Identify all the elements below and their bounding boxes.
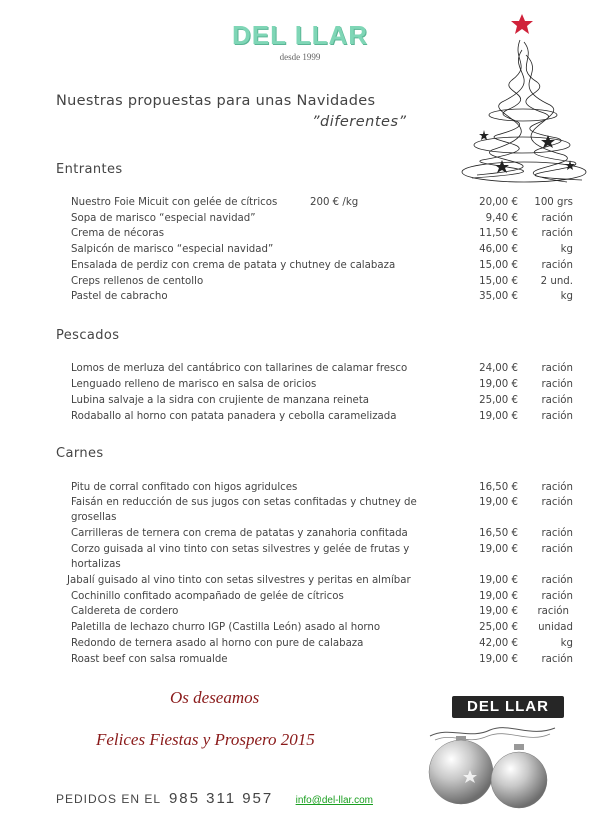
item-unit: ración <box>541 395 573 406</box>
item-unit: kg <box>560 244 573 255</box>
item-price: 9,40 € <box>485 213 518 224</box>
item-unit: ración <box>541 260 573 271</box>
page-subtitle: ”diferentes” <box>312 114 407 130</box>
item-name: Lomos de merluza del cantábrico con tallarines de calamar fresco <box>71 363 408 374</box>
item-unit: ración <box>537 606 569 617</box>
section-title-carnes: Carnes <box>56 446 104 461</box>
item-price: 35,00 € <box>479 291 518 302</box>
item-price: 16,50 € <box>479 482 518 493</box>
item-unit: ración <box>541 591 573 602</box>
item-name: Redondo de ternera asado al horno con pure de calabaza <box>71 638 364 649</box>
item-price: 19,00 € <box>479 606 518 617</box>
item-unit: kg <box>560 291 573 302</box>
item-price: 19,00 € <box>479 379 518 390</box>
item-name: Jabalí guisado al vino tinto con setas silvestres y peritas en almíbar <box>67 575 411 586</box>
item-price: 25,00 € <box>479 395 518 406</box>
greeting-line2: Felices Fiestas y Prospero 2015 <box>96 730 315 749</box>
item-extra: 200 € /kg <box>310 197 359 208</box>
menu-item <box>71 196 581 210</box>
item-price: 20,00 € <box>479 197 518 208</box>
menu-item <box>71 605 581 619</box>
menu-item <box>71 637 581 651</box>
menu-item <box>71 496 581 510</box>
item-unit: ración <box>541 575 573 586</box>
brand-since: desde 1999 <box>279 52 321 62</box>
menu-item-continuation <box>71 511 581 525</box>
item-name: Pitu de corral confitado con higos agridulces <box>71 482 298 493</box>
item-unit: ración <box>541 497 573 508</box>
section-title-entrantes: Entrantes <box>56 162 123 177</box>
item-unit: ración <box>541 213 573 224</box>
menu-item-continuation <box>71 558 581 572</box>
menu-item <box>71 590 581 604</box>
menu-item <box>71 227 581 241</box>
christmas-ornaments-icon <box>410 718 570 813</box>
item-name: Faisán en reducción de sus jugos con setas confitadas y chutney de <box>71 497 417 508</box>
item-price: 19,00 € <box>479 575 518 586</box>
item-name: Caldereta de cordero <box>71 606 179 617</box>
menu-item <box>71 481 581 495</box>
item-name: Crema de nécoras <box>71 228 165 239</box>
item-price: 15,00 € <box>479 276 518 287</box>
christmas-tree-icon <box>452 10 602 190</box>
menu-item <box>71 378 581 392</box>
menu-item <box>71 394 581 408</box>
menu-item <box>71 275 581 289</box>
item-price: 19,00 € <box>479 591 518 602</box>
item-unit: ración <box>541 363 573 374</box>
order-phone: 985 311 957 <box>168 790 274 807</box>
brand-logo-bottom: DEL LLAR <box>452 696 564 718</box>
menu-item <box>71 543 581 557</box>
order-label: PEDIDOS EN EL <box>56 792 161 806</box>
item-price: 11,50 € <box>479 228 518 239</box>
item-price: 46,00 € <box>479 244 518 255</box>
item-price: 16,50 € <box>479 528 518 539</box>
menu-item <box>71 653 581 667</box>
item-name-continuation: grosellas <box>71 512 117 523</box>
item-name: Nuestro Foie Micuit con gelée de cítricos <box>71 197 278 208</box>
item-unit: ración <box>541 482 573 493</box>
item-name: Lenguado relleno de marisco en salsa de oricios <box>71 379 317 390</box>
item-name: Roast beef con salsa romualde <box>71 654 228 665</box>
page-title: Nuestras propuestas para unas Navidades <box>56 93 376 109</box>
item-unit: ración <box>541 411 573 422</box>
item-name: Corzo guisada al vino tinto con setas silvestres y gelée de frutas y <box>71 544 410 555</box>
item-unit: ración <box>541 528 573 539</box>
greeting-line1: Os deseamos <box>170 688 260 707</box>
item-name: Paletilla de lechazo churro IGP (Castilla León) asado al horno <box>71 622 381 633</box>
item-price: 24,00 € <box>479 363 518 374</box>
menu-item <box>71 259 581 273</box>
item-price: 19,00 € <box>479 411 518 422</box>
menu-item <box>71 527 581 541</box>
item-name: Sopa de marisco “especial navidad” <box>71 213 256 224</box>
item-price: 19,00 € <box>479 654 518 665</box>
item-unit: ración <box>541 379 573 390</box>
menu-item <box>71 362 581 376</box>
item-name: Pastel de cabracho <box>71 291 168 302</box>
item-price: 19,00 € <box>479 497 518 508</box>
brand-name: DEL LLAR <box>231 20 369 50</box>
item-unit: ración <box>541 654 573 665</box>
item-name: Lubina salvaje a la sidra con crujiente de manzana reineta <box>71 395 370 406</box>
item-unit: 100 grs <box>534 197 573 208</box>
item-name-continuation: hortalizas <box>71 559 121 570</box>
item-price: 15,00 € <box>479 260 518 271</box>
item-name: Cochinillo confitado acompañado de gelée de cítricos <box>71 591 344 602</box>
menu-item <box>67 574 577 588</box>
email-link[interactable]: info@del-llar.com <box>295 795 373 806</box>
item-name: Ensalada de perdiz con crema de patata y chutney de calabaza <box>71 260 396 271</box>
menu-item <box>71 243 581 257</box>
item-unit: unidad <box>538 622 573 633</box>
item-name: Carrilleras de ternera con crema de patatas y zanahoria confitada <box>71 528 408 539</box>
item-name: Salpicón de marisco “especial navidad” <box>71 244 274 255</box>
item-price: 42,00 € <box>479 638 518 649</box>
section-title-pescados: Pescados <box>56 328 120 343</box>
item-price: 19,00 € <box>479 544 518 555</box>
menu-item <box>71 410 581 424</box>
menu-item <box>71 621 581 635</box>
brand-logo <box>210 20 390 62</box>
item-name: Rodaballo al horno con patata panadera y cebolla caramelizada <box>71 411 397 422</box>
order-footer <box>56 790 373 807</box>
item-unit: kg <box>560 638 573 649</box>
item-unit: ración <box>541 544 573 555</box>
item-name: Creps rellenos de centollo <box>71 276 204 287</box>
menu-item <box>71 290 581 304</box>
item-unit: ración <box>541 228 573 239</box>
item-price: 25,00 € <box>479 622 518 633</box>
item-unit: 2 und. <box>540 276 573 287</box>
menu-item <box>71 212 581 226</box>
